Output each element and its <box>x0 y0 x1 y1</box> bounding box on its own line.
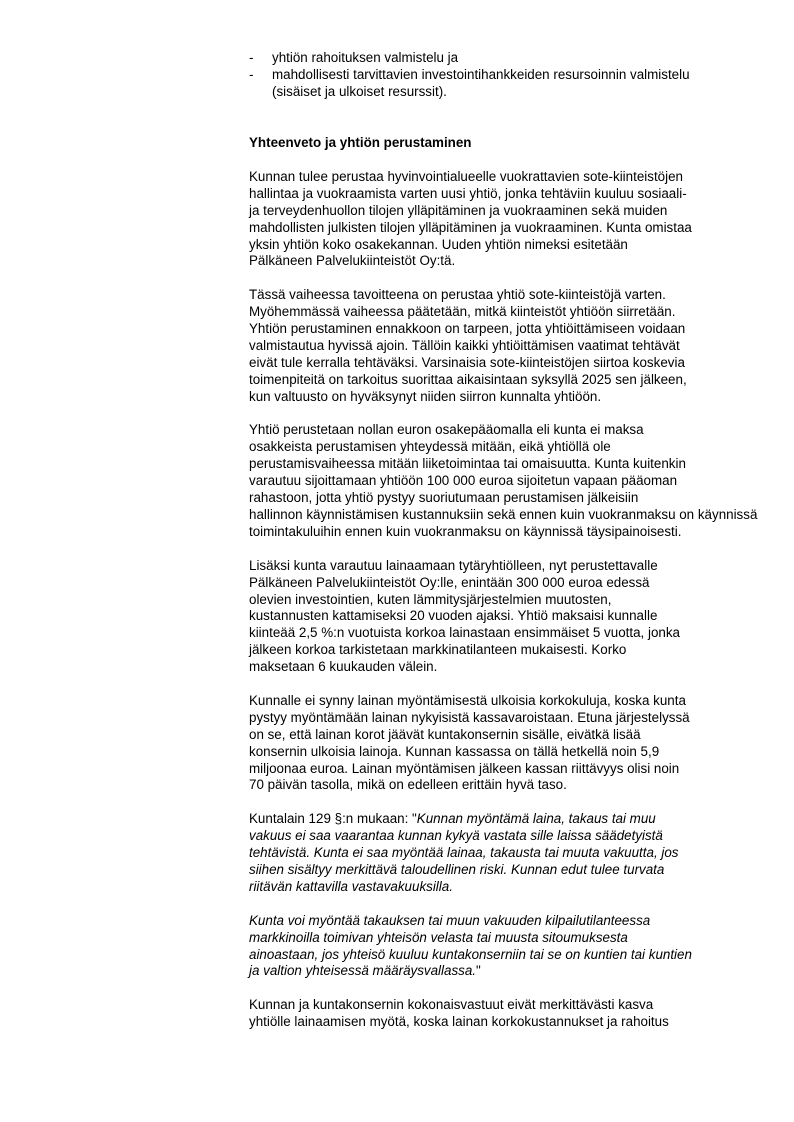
text-line: osakkeista perustamisen yhteydessä mitään, eikä yhtiöllä ole <box>249 439 611 455</box>
paragraph <box>249 693 741 794</box>
text-line: konsernin ulkoisia lainoja. Kunnan kassassa on tällä hetkellä noin 5,9 <box>249 743 660 759</box>
bullet-text: (sisäiset ja ulkoiset resurssit). <box>272 83 447 99</box>
text-line: Yhtiön perustaminen ennakkoon on tarpeen, jotta yhtiöittämiseen voidaan <box>249 321 686 337</box>
bullet-dash: - <box>249 66 254 82</box>
paragraph <box>249 287 741 405</box>
document-body <box>249 135 758 1048</box>
section-heading: Yhteenveto ja yhtiön perustaminen <box>249 135 472 150</box>
bullet-text: mahdollisesti tarvittavien investointihankkeiden resursoinnin valmistelu <box>272 66 690 82</box>
text-line: Tässä vaiheessa tavoitteena on perustaa yhtiö sote-kiinteistöjä varten. <box>249 287 666 303</box>
paragraph <box>249 997 741 1031</box>
closing-quote: " <box>476 963 481 979</box>
paragraph <box>249 169 741 270</box>
quote-text: Kunnan myöntämä laina, takaus tai muu <box>416 811 656 827</box>
text-line <box>249 811 741 828</box>
quote-text: vakuus ei saa vaarantaa kunnan kykyä vastata sille laissa säädetyistä <box>249 828 663 844</box>
quote-text: tehtävistä. Kunta ei saa myöntää lainaa, takausta tai muuta vakuutta, jos <box>249 845 679 861</box>
quote-paragraph <box>249 913 741 981</box>
text-line: miljoonaa euroa. Lainan myöntämisen jälkeen kassan riittävyys olisi noin <box>249 760 680 776</box>
text-line: Pälkäneen Palvelukiinteistöt Oy:lle, enintään 300 000 euroa edessä <box>249 574 650 590</box>
text-line: hallintaa ja vuokraamista varten uusi yhtiö, jonka tehtäviin kuuluu sosiaali- <box>249 185 687 201</box>
quote-text: riitävän kattavilla vastavakuuksilla. <box>249 878 453 894</box>
quote-text: markkinoilla toimivan yhteisön velasta tai muusta sitoumuksesta <box>249 929 628 945</box>
quote-text: ainoastaan, jos yhteisö kuuluu kuntakonserniin tai se on kuntien tai kuntien <box>249 946 692 962</box>
quote-intro: Kuntalain 129 §:n mukaan: " <box>249 811 417 827</box>
quote-text: siihen sisältyy merkittävä taloudellinen riski. Kunnan edut tulee turvata <box>249 861 665 877</box>
text-line: ja terveydenhuollon tilojen ylläpitäminen ja vuokraaminen sekä muiden <box>249 202 668 218</box>
text-line: toimenpiteitä on tarkoitus suorittaa aikaisintaan syksyllä 2025 sen jälkeen, <box>249 371 687 387</box>
text-line: olevien investointien, kuten lämmitysjärjestelmien muutosten, <box>249 591 612 607</box>
text-line: maksetaan 6 kuukauden välein. <box>249 659 438 675</box>
text-line: hallinnon käynnistämisen kustannuksiin sekä ennen kuin vuokranmaksu on käynnissä <box>249 507 758 522</box>
text-line: jälkeen korkoa tarkistetaan markkinatilanteen mukaisesti. Korko <box>249 642 627 658</box>
text-line: Pälkäneen Palvelukiinteistöt Oy:tä. <box>249 253 456 269</box>
bullet-dash: - <box>249 50 254 65</box>
text-line: toimintakuluihin ennen kuin vuokranmaksu on käynnissä täysipainoisesti. <box>249 523 682 539</box>
text-line: pystyy myöntämään lainan nykyisistä kassavaroistaan. Etuna järjestelyssä <box>249 709 690 725</box>
text-line <box>249 963 741 980</box>
text-line: Kunnan tulee perustaa hyvinvointialueelle vuokrattavien sote-kiinteistöjen <box>249 168 683 184</box>
quote-text: Kunta voi myöntää takauksen tai muun vakuuden kilpailutilanteessa <box>249 912 651 928</box>
list-item <box>249 50 749 67</box>
list-item <box>249 67 749 101</box>
text-line: 70 päivän tasolla, mikä on edelleen erittäin hyvä taso. <box>249 777 567 793</box>
bullet-text: yhtiön rahoituksen valmistelu ja <box>272 50 459 65</box>
text-line: valmistautua hyvissä ajoin. Tällöin kaikki yhtiöittämisen vaatimat tehtävät <box>249 337 680 353</box>
text-line: kustannusten kattamiseksi 20 vuoden ajaksi. Yhtiö maksaisi kunnalle <box>249 608 658 624</box>
text-line: yksin yhtiön koko osakekannan. Uuden yhtiön nimeksi esitetään <box>249 236 628 252</box>
text-line: kiinteää 2,5 %:n vuotuista korkoa lainastaan ensimmäiset 5 vuotta, jonka <box>249 625 680 641</box>
text-line: mahdollisten julkisten tilojen ylläpitäminen ja vuokraaminen. Kunta omistaa <box>249 219 692 235</box>
text-line: on se, että lainan korot jäävät kuntakonsernin sisälle, eivätkä lisää <box>249 726 641 742</box>
text-line: varautuu sijoittamaan yhtiöön 100 000 euroa sijoitetun vapaan pääoman <box>249 473 678 489</box>
text-line: yhtiölle lainaamisen myötä, koska lainan korkokustannukset ja rahoitus <box>249 1014 669 1030</box>
paragraph <box>249 558 741 676</box>
quote-paragraph <box>249 811 741 896</box>
paragraph <box>249 422 758 540</box>
bullet-list <box>249 50 749 101</box>
text-line: Kunnalle ei synny lainan myöntämisestä ulkoisia korkokuluja, koska kunta <box>249 692 686 708</box>
quote-text: ja valtion yhteisessä määräysvallassa. <box>249 963 477 979</box>
text-line: eivät tule kerralla tehtäväksi. Varsinaisia sote-kiinteistöjen siirtoa koskevia <box>249 354 685 370</box>
text-line: Lisäksi kunta varautuu lainaamaan tytäryhtiölleen, nyt perustettavalle <box>249 557 658 573</box>
text-line: Kunnan ja kuntakonsernin kokonaisvastuut eivät merkittävästi kasva <box>249 997 654 1013</box>
text-line: perustamisvaiheessa mitään liiketoimintaa tai omaisuutta. Kunta kuitenkin <box>249 456 686 472</box>
text-line: kun valtuusto on hyväksynyt niiden siirron kunnalta yhtiöön. <box>249 388 602 404</box>
text-line: Myöhemmässä vaiheessa päätetään, mitkä kiinteistöt yhtiöön siirretään. <box>249 304 676 320</box>
text-line: Yhtiö perustetaan nollan euron osakepääomalla eli kunta ei maksa <box>249 422 644 438</box>
text-line: rahastoon, jotta yhtiö pystyy suoriutumaan perustamisen jälkeisiin <box>249 490 639 506</box>
